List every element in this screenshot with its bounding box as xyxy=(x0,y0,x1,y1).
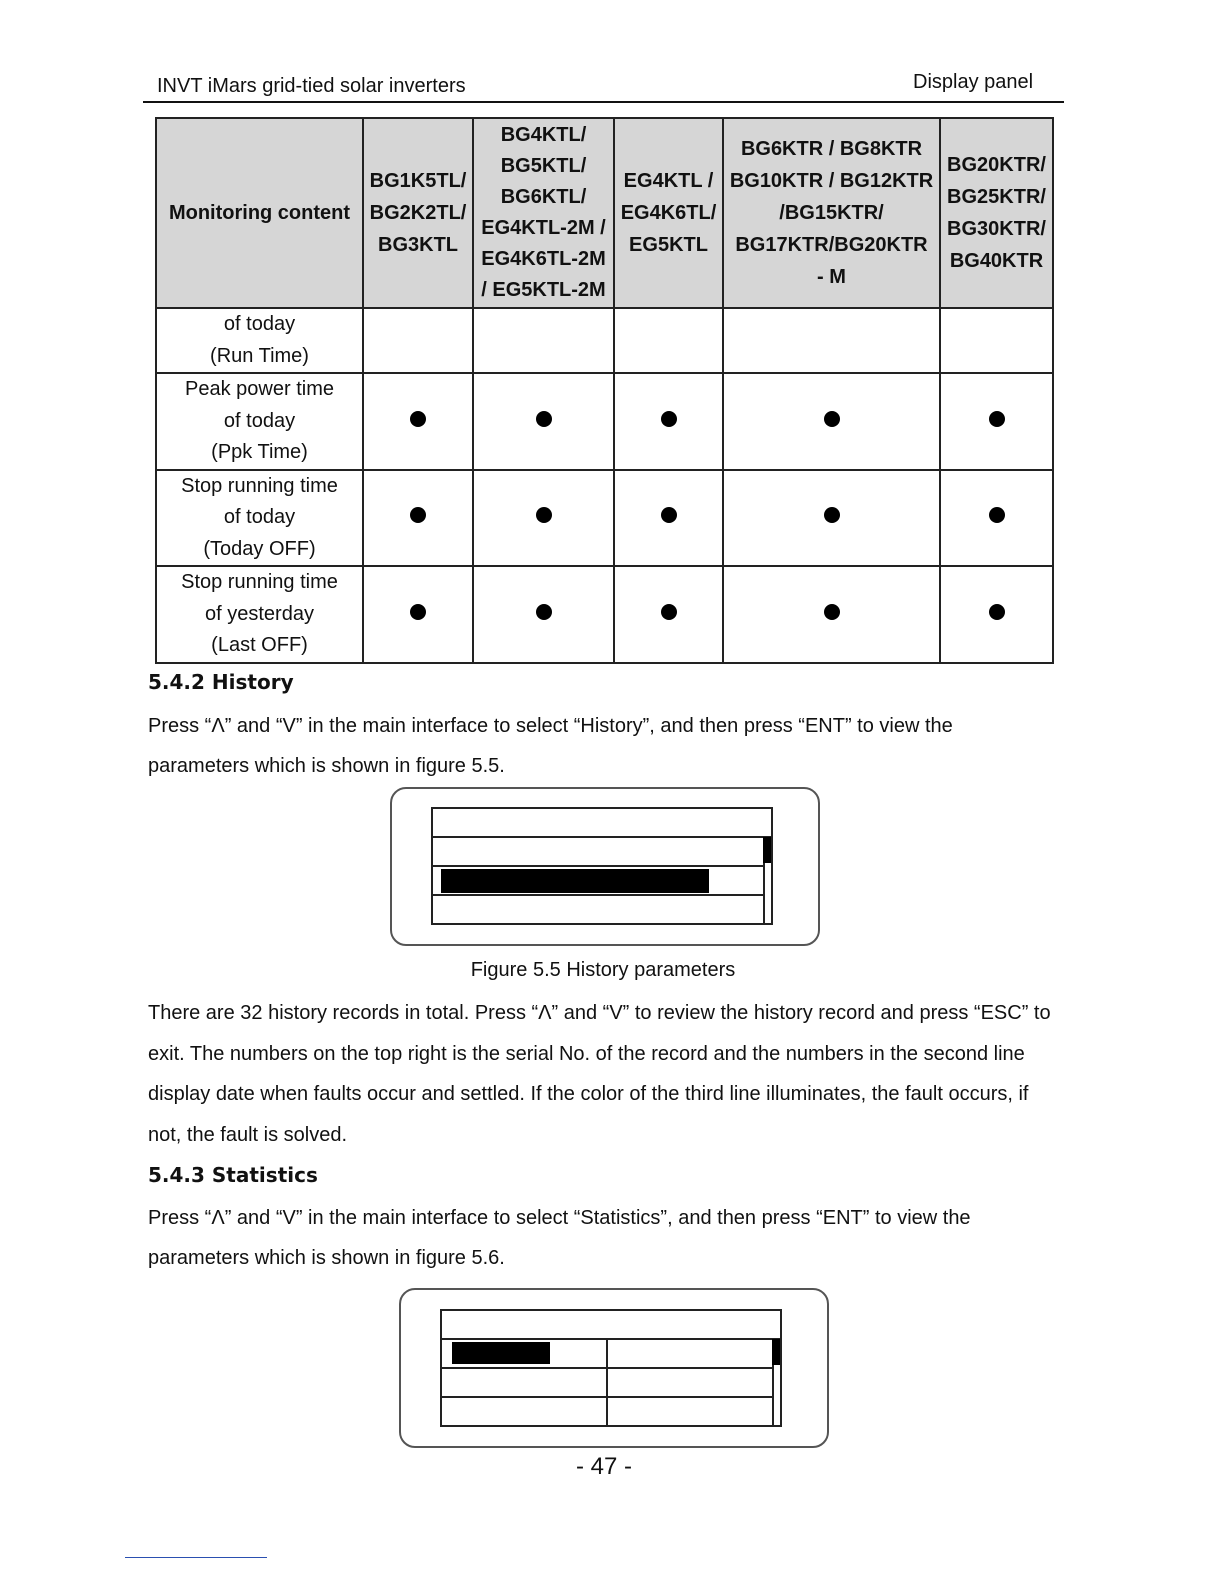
header-section: Display panel xyxy=(913,71,1034,93)
table-row xyxy=(156,470,1053,567)
row-label: of today (Run Time) xyxy=(156,308,363,373)
history-lcd-screen xyxy=(431,807,773,925)
table-cell xyxy=(723,308,940,373)
table-cell xyxy=(363,373,473,470)
table-cell xyxy=(614,308,723,373)
support-dot-icon xyxy=(661,604,677,620)
table-cell xyxy=(940,373,1053,470)
support-dot-icon xyxy=(989,507,1005,523)
support-dot-icon xyxy=(989,604,1005,620)
history-body: There are 32 history records in total. Press “Λ” and “V” to review the history record and press “ESC” to exit. The numbers on the top right is the serial No. of the record and the numbers in the second line display date when faults occur and settled. If the color of the third line illuminates, the fault occurs, if not, the fault is solved. xyxy=(148,1002,1051,1146)
support-dot-icon xyxy=(536,411,552,427)
table-cell xyxy=(473,470,614,567)
support-dot-icon xyxy=(410,507,426,523)
lcd-scrollbar-thumb xyxy=(763,837,771,863)
support-dot-icon xyxy=(536,507,552,523)
table-cell xyxy=(723,373,940,470)
lcd-column-divider xyxy=(606,1338,608,1425)
statistics-heading: 5.4.3 Statistics xyxy=(148,1163,318,1187)
table-cell xyxy=(473,373,614,470)
table-row xyxy=(156,373,1053,470)
footer-rule xyxy=(125,1557,267,1558)
row-label: Stop running time of today (Today OFF) xyxy=(156,470,363,567)
table-cell xyxy=(473,566,614,663)
support-dot-icon xyxy=(410,604,426,620)
col-header-bg4ktl: BG4KTL/ BG5KTL/ BG6KTL/ EG4KTL-2M / EG4K6TL-2M / EG5KTL-2M xyxy=(473,118,614,308)
table-row xyxy=(156,308,1053,373)
history-display-frame xyxy=(390,787,820,946)
table-cell xyxy=(363,308,473,373)
table-cell xyxy=(614,470,723,567)
row-label: Peak power time of today (Ppk Time) xyxy=(156,373,363,470)
support-dot-icon xyxy=(824,604,840,620)
table-cell xyxy=(723,470,940,567)
table-row xyxy=(156,566,1053,663)
support-dot-icon xyxy=(824,411,840,427)
lcd-row-divider xyxy=(433,865,763,867)
header-rule xyxy=(143,101,1064,103)
support-dot-icon xyxy=(410,411,426,427)
support-dot-icon xyxy=(661,507,677,523)
statistics-display-frame xyxy=(399,1288,829,1448)
support-dot-icon xyxy=(661,411,677,427)
statistics-lcd-screen xyxy=(440,1309,782,1427)
col-header-bg6ktr: BG6KTR / BG8KTR BG10KTR / BG12KTR /BG15KTR/ BG17KTR/BG20KTR - M xyxy=(723,118,940,308)
table-cell xyxy=(940,470,1053,567)
lcd-row-divider xyxy=(433,894,763,896)
page-number: - 47 - xyxy=(575,1453,632,1480)
table-cell xyxy=(940,308,1053,373)
lcd-highlighted-cell xyxy=(452,1342,550,1364)
history-heading: 5.4.2 History xyxy=(148,670,294,694)
monitoring-table xyxy=(155,117,1054,664)
lcd-row-divider xyxy=(433,836,771,838)
header-title: INVT iMars grid-tied solar inverters xyxy=(157,75,466,97)
col-header-monitoring-content: Monitoring content xyxy=(156,118,363,308)
statistics-intro: Press “Λ” and “V” in the main interface to select “Statistics”, and then press “ENT” to view the parameters which is shown in figure 5.6. xyxy=(148,1207,971,1269)
support-dot-icon xyxy=(824,507,840,523)
col-header-bg1k5tl: BG1K5TL/ BG2K2TL/ BG3KTL xyxy=(363,118,473,308)
table-cell xyxy=(723,566,940,663)
col-header-eg4ktl: EG4KTL / EG4K6TL/ EG5KTL xyxy=(614,118,723,308)
support-dot-icon xyxy=(536,604,552,620)
table-cell xyxy=(363,566,473,663)
row-label: Stop running time of yesterday (Last OFF) xyxy=(156,566,363,663)
col-header-bg20ktr: BG20KTR/ BG25KTR/ BG30KTR/ BG40KTR xyxy=(940,118,1053,308)
lcd-scrollbar-thumb xyxy=(772,1339,780,1365)
table-cell xyxy=(473,308,614,373)
lcd-row-divider xyxy=(442,1338,780,1340)
table-cell xyxy=(614,566,723,663)
table-cell xyxy=(940,566,1053,663)
table-cell xyxy=(614,373,723,470)
support-dot-icon xyxy=(989,411,1005,427)
lcd-highlighted-row xyxy=(441,869,709,893)
history-intro: Press “Λ” and “V” in the main interface to select “History”, and then press “ENT” to view the parameters which is shown in figure 5.5. xyxy=(148,715,953,777)
figure-caption: Figure 5.5 History parameters xyxy=(470,959,736,981)
table-cell xyxy=(363,470,473,567)
